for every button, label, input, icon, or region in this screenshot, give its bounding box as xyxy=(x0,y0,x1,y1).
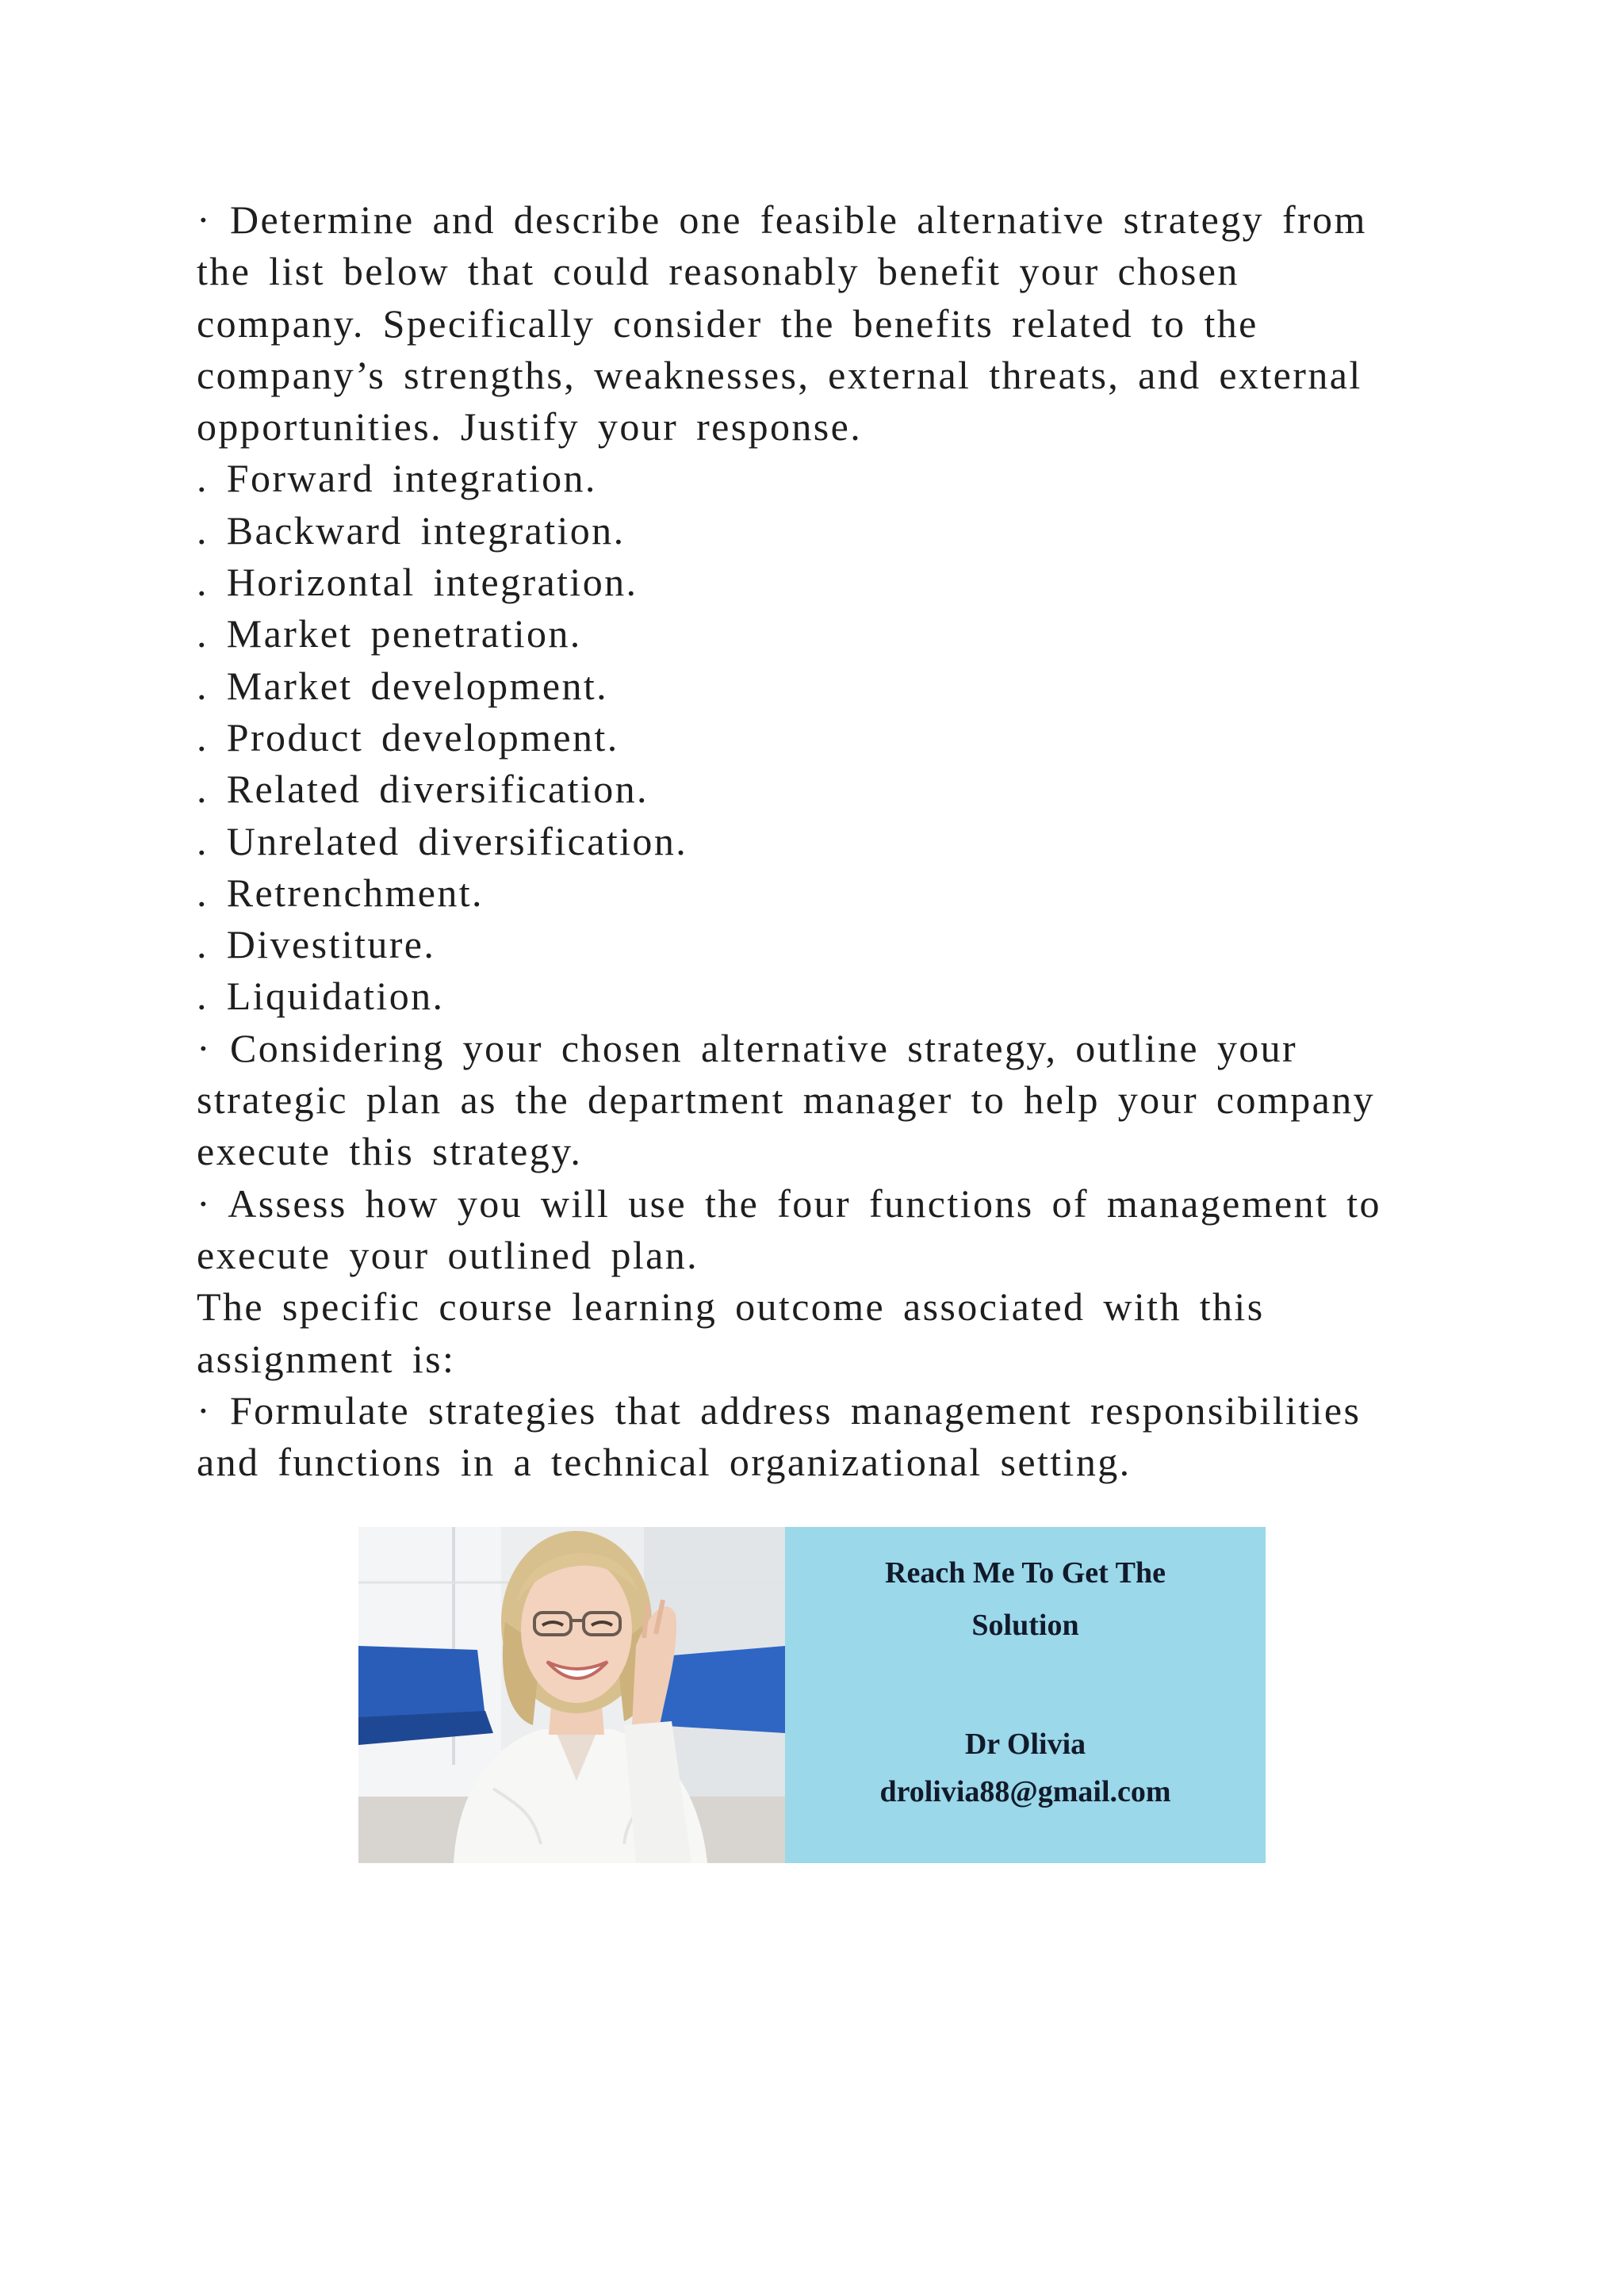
text-line: assignment is: xyxy=(197,1336,456,1381)
text-line: the list below that could reasonably benefit your chosen xyxy=(197,249,1239,294)
list-item-product-development: . Product development. xyxy=(197,714,619,760)
contact-name: Dr Olivia xyxy=(964,1728,1086,1761)
text-line: The specific course learning outcome associated with this xyxy=(197,1284,1265,1330)
list-item-forward-integration: . Forward integration. xyxy=(197,456,597,501)
list-item-backward-integration: . Backward integration. xyxy=(197,507,626,553)
list-item-retrenchment: . Retrenchment. xyxy=(197,870,484,915)
list-item-market-development: . Market development. xyxy=(197,663,609,708)
promo-banner xyxy=(358,1527,1266,1863)
text-line: company. Specifically consider the benefits related to the xyxy=(197,300,1258,346)
list-item-unrelated-diversification: . Unrelated diversification. xyxy=(197,818,688,863)
text-line: strategic plan as the department manager to help your company xyxy=(197,1077,1376,1123)
text-line: · Considering your chosen alternative strategy, outline your xyxy=(197,1025,1298,1070)
text-line: execute this strategy. xyxy=(197,1129,583,1174)
text-line: · Determine and describe one feasible alternative strategy from xyxy=(197,197,1367,242)
promo-heading-line2: Solution xyxy=(971,1609,1079,1642)
list-item-related-diversification: . Related diversification. xyxy=(197,767,649,812)
contact-panel xyxy=(785,1527,1266,1863)
text-line: opportunities. Justify your response. xyxy=(197,404,863,450)
text-line: · Assess how you will use the four functions of management to xyxy=(197,1181,1381,1226)
list-item-horizontal-integration: . Horizontal integration. xyxy=(197,560,638,605)
text-line: and functions in a technical organizational setting. xyxy=(197,1440,1132,1485)
list-item-divestiture: . Divestiture. xyxy=(197,922,436,967)
text-line: execute your outlined plan. xyxy=(197,1232,699,1277)
contact-email: drolivia88@gmail.com xyxy=(879,1775,1171,1808)
document-text xyxy=(197,194,1402,1488)
promo-heading-line1: Reach Me To Get The xyxy=(885,1556,1166,1590)
list-item-market-penetration: . Market penetration. xyxy=(197,611,582,656)
woman-photo xyxy=(358,1527,785,1863)
woman-illustration xyxy=(358,1527,785,1863)
text-line: company’s strengths, weaknesses, external threats, and external xyxy=(197,352,1362,397)
list-item-liquidation: . Liquidation. xyxy=(197,974,445,1019)
text-line: · Formulate strategies that address management responsibilities xyxy=(197,1387,1362,1433)
